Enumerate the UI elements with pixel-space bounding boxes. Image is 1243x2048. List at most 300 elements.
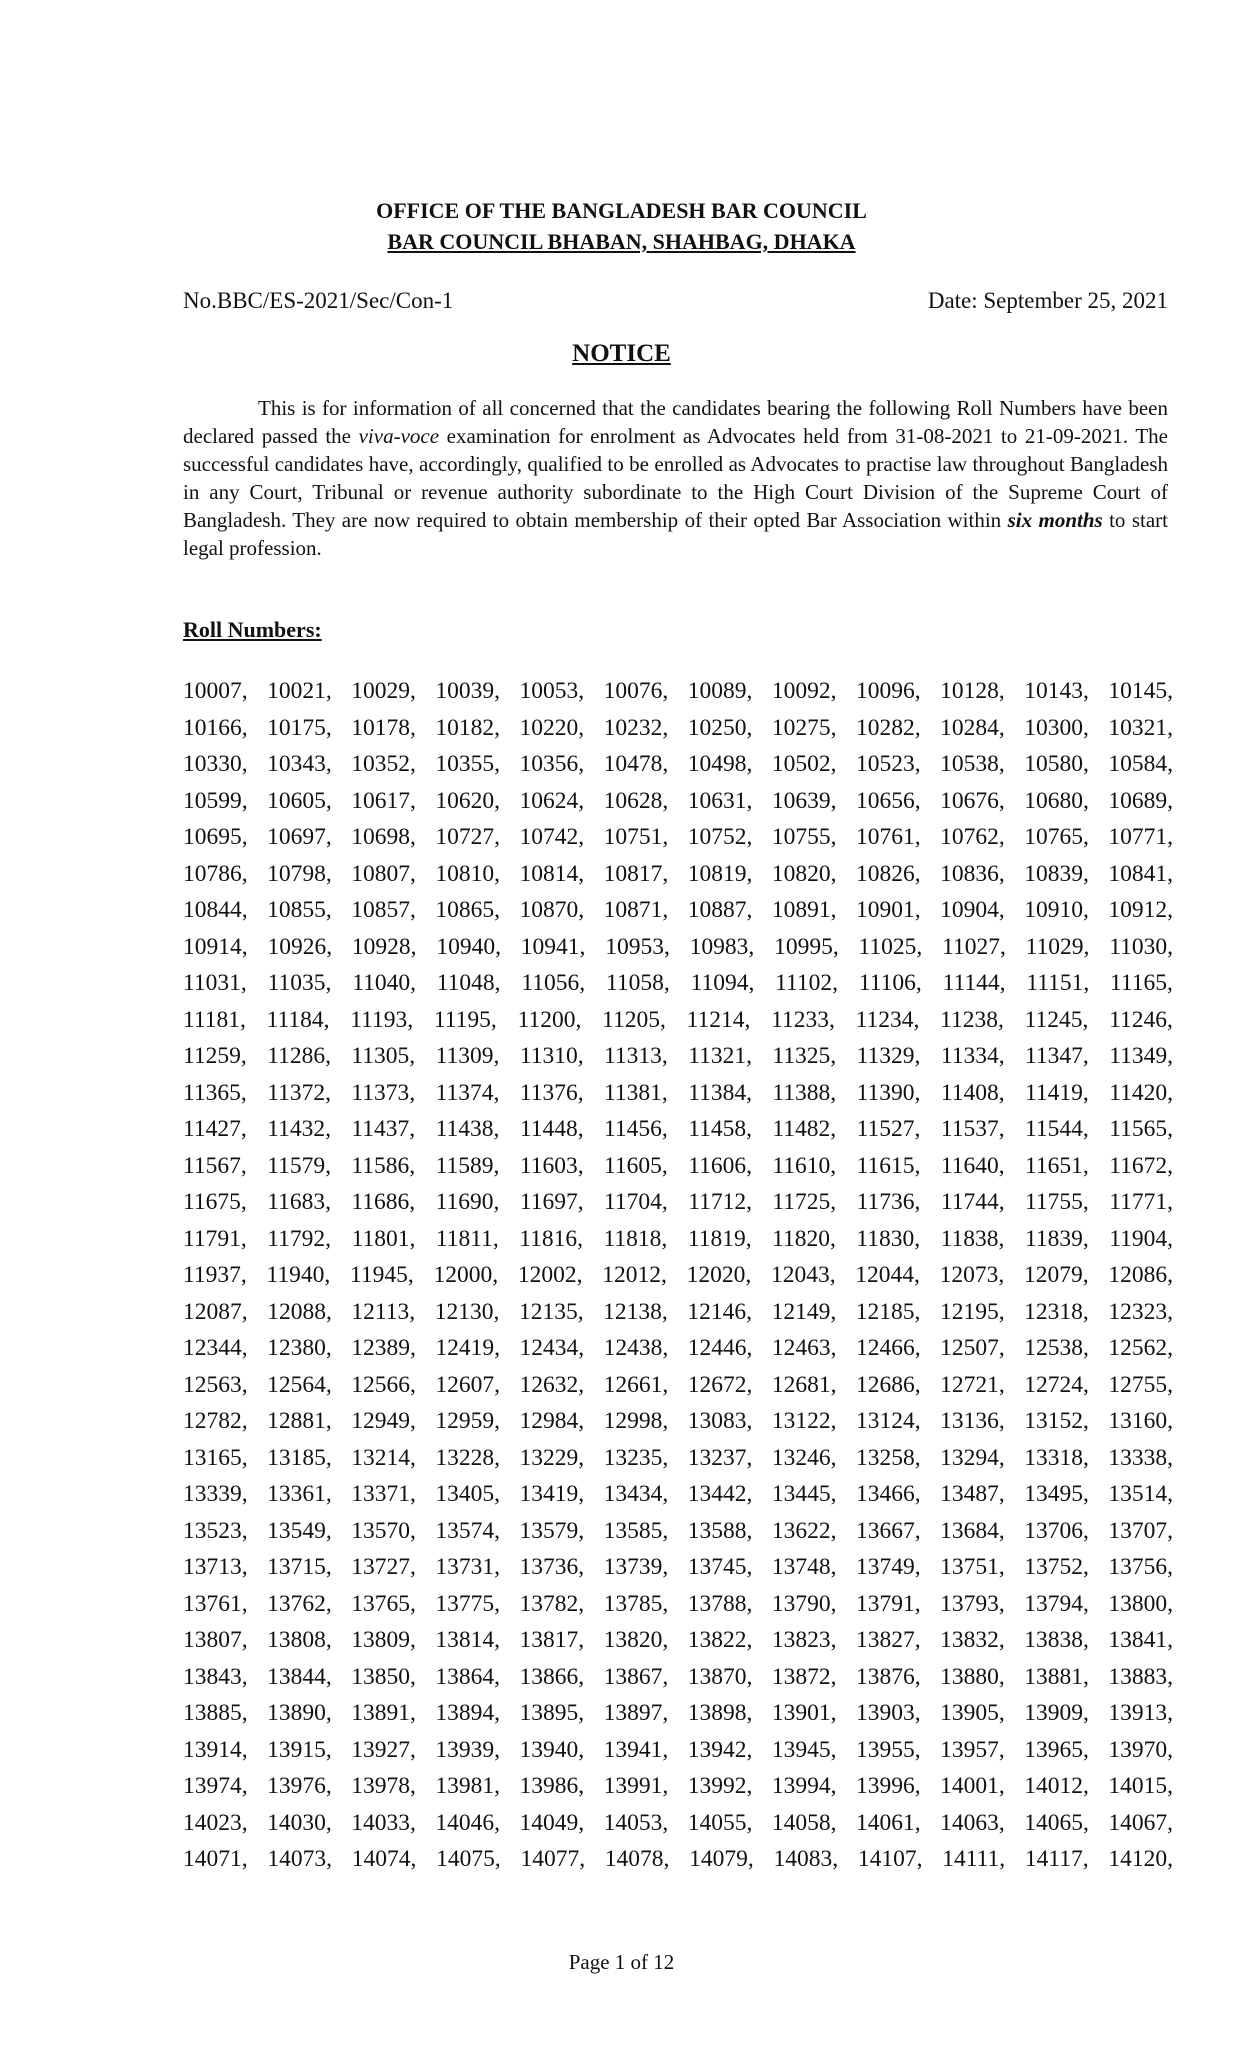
roll-number: 13419, [519, 1481, 585, 1507]
roll-number: 10605, [267, 787, 332, 814]
roll-number: 11372, [267, 1079, 331, 1106]
roll-number: 11181, [183, 1006, 246, 1033]
paragraph-emphasis-six-months: six months [1007, 508, 1103, 532]
roll-number: 11102, [775, 970, 839, 996]
roll-number-row [183, 1622, 1173, 1659]
roll-number: 13843, [183, 1663, 248, 1690]
roll-number: 11151, [1026, 970, 1090, 996]
roll-number: 10761, [856, 824, 921, 850]
roll-number: 13707, [1108, 1517, 1173, 1544]
roll-number: 11801, [351, 1225, 416, 1252]
roll-number: 10697, [267, 824, 332, 850]
roll-number: 10870, [519, 897, 585, 923]
roll-number: 10904, [940, 897, 1005, 923]
roll-number: 10914, [183, 933, 248, 960]
roll-number: 14049, [519, 1809, 585, 1836]
roll-number: 10498, [687, 751, 753, 777]
roll-number: 13715, [267, 1554, 332, 1580]
roll-number: 13838, [1024, 1627, 1089, 1653]
roll-number: 12113, [351, 1298, 416, 1325]
roll-number: 12984, [519, 1408, 585, 1434]
roll-number: 10912, [1108, 897, 1173, 923]
roll-number: 13915, [267, 1736, 332, 1763]
roll-number: 13736, [519, 1554, 585, 1580]
paragraph-text-1: This is for information of all concerned that the candidates bearing the following Roll Numbers have been declared passed the [183, 396, 1168, 448]
roll-number: 10502, [771, 751, 837, 777]
roll-number: 10282, [856, 714, 921, 741]
roll-number: 13885, [183, 1700, 248, 1726]
roll-number: 11567, [183, 1152, 247, 1179]
roll-number: 13866, [519, 1663, 585, 1690]
roll-number: 12607, [435, 1371, 500, 1398]
roll-number: 11200, [517, 1006, 582, 1033]
roll-number: 12438, [603, 1335, 669, 1361]
roll-number: 10865, [435, 897, 500, 923]
roll-number: 10817, [603, 860, 669, 887]
roll-number: 11527, [856, 1116, 921, 1142]
roll-number-row [183, 673, 1173, 710]
roll-number: 10617, [351, 787, 416, 814]
roll-number: 13756, [1108, 1554, 1173, 1580]
roll-number: 13338, [1108, 1444, 1173, 1471]
roll-number-row [183, 1513, 1173, 1550]
roll-number: 11458, [688, 1116, 752, 1142]
roll-number: 13124, [856, 1408, 921, 1434]
roll-number: 11675, [183, 1189, 247, 1215]
roll-number-row [183, 710, 1173, 747]
roll-number: 11376, [519, 1079, 584, 1106]
roll-number: 11325, [772, 1043, 837, 1069]
roll-number: 10182, [435, 714, 500, 741]
roll-number: 12661, [603, 1371, 669, 1398]
roll-number: 13867, [603, 1663, 669, 1690]
roll-number: 11811, [435, 1225, 499, 1252]
roll-number: 11605, [604, 1152, 668, 1179]
roll-number: 10742, [519, 824, 585, 850]
roll-number: 14030, [267, 1809, 332, 1836]
roll-number: 11106, [858, 970, 922, 996]
roll-number: 13817, [519, 1627, 585, 1653]
roll-number: 13775, [435, 1590, 500, 1617]
roll-number: 13122, [771, 1408, 837, 1434]
roll-number: 12681, [771, 1371, 837, 1398]
roll-number: 10250, [687, 714, 753, 741]
roll-number: 12185, [855, 1298, 921, 1325]
roll-number: 13442, [687, 1481, 753, 1507]
roll-number: 12724, [1024, 1371, 1089, 1398]
roll-number: 11349, [1109, 1043, 1173, 1069]
roll-number: 12949, [351, 1408, 416, 1434]
roll-number: 11165, [1110, 970, 1173, 996]
roll-number: 10786, [183, 860, 248, 887]
roll-number-row [183, 819, 1173, 856]
roll-number-row [183, 1549, 1173, 1586]
roll-number: 13872, [771, 1663, 837, 1690]
roll-number: 13876, [856, 1663, 921, 1690]
roll-number: 13808, [267, 1627, 332, 1653]
roll-number: 10953, [605, 933, 670, 960]
roll-number: 12782, [183, 1408, 248, 1434]
roll-number: 13955, [856, 1736, 921, 1763]
roll-number: 10007, [183, 678, 248, 704]
roll-number-row [183, 1440, 1173, 1477]
roll-number: 10698, [351, 824, 416, 850]
roll-number: 11238, [940, 1006, 1004, 1033]
roll-number: 13258, [856, 1444, 921, 1471]
roll-number: 14071, [183, 1846, 248, 1872]
office-address: BAR COUNCIL BHABAN, SHAHBAG, DHAKA [387, 229, 856, 254]
roll-number: 14061, [856, 1809, 921, 1836]
roll-number: 11904, [1109, 1225, 1173, 1252]
roll-number-row [183, 1038, 1173, 1075]
roll-number: 10755, [771, 824, 837, 850]
notice-paragraph [183, 394, 1168, 562]
roll-number: 13870, [687, 1663, 753, 1690]
roll-number: 11615, [856, 1152, 921, 1179]
roll-number: 10053, [519, 678, 585, 704]
roll-number: 11259, [183, 1043, 247, 1069]
roll-number-row [183, 783, 1173, 820]
roll-number: 11094, [690, 970, 755, 996]
roll-number: 10983, [689, 933, 755, 960]
roll-number: 13890, [267, 1700, 332, 1726]
roll-number: 14012, [1024, 1773, 1089, 1799]
roll-number: 11820, [772, 1225, 836, 1252]
roll-number: 10771, [1108, 824, 1173, 850]
roll-number: 11195, [433, 1006, 497, 1033]
roll-number: 10356, [519, 751, 585, 777]
roll-number: 10819, [687, 860, 753, 887]
roll-number: 10928, [351, 933, 417, 960]
roll-number: 13727, [351, 1554, 416, 1580]
roll-number: 13864, [435, 1663, 500, 1690]
roll-number: 10143, [1024, 678, 1089, 704]
roll-number: 11310, [519, 1043, 584, 1069]
roll-number: 10599, [183, 787, 248, 814]
roll-number: 13487, [940, 1481, 1005, 1507]
roll-number: 11686, [351, 1189, 416, 1215]
roll-number-row [183, 1184, 1173, 1221]
paragraph-text-3: to start legal profession. [183, 508, 1168, 560]
roll-number: 12538, [1024, 1335, 1089, 1361]
roll-number: 11603, [519, 1152, 584, 1179]
roll-number: 10145, [1108, 678, 1173, 704]
roll-number: 13974, [183, 1773, 248, 1799]
roll-number: 10810, [435, 860, 500, 887]
roll-number: 11437, [351, 1116, 416, 1142]
office-title: OFFICE OF THE BANGLADESH BAR COUNCIL [376, 198, 867, 223]
roll-number: 11233, [771, 1006, 835, 1033]
roll-number: 13574, [435, 1517, 500, 1544]
roll-number: 13897, [603, 1700, 669, 1726]
roll-number: 13405, [435, 1481, 500, 1507]
roll-number: 10178, [351, 714, 416, 741]
roll-number: 12380, [267, 1335, 332, 1361]
roll-number: 10232, [603, 714, 669, 741]
roll-number: 13790, [771, 1590, 837, 1617]
roll-number: 10128, [940, 678, 1005, 704]
roll-number: 13523, [183, 1517, 248, 1544]
roll-number: 14033, [351, 1809, 416, 1836]
roll-number: 14120, [1108, 1846, 1173, 1872]
roll-number: 12130, [434, 1298, 500, 1325]
roll-number: 12088, [267, 1298, 332, 1325]
roll-number: 13994, [771, 1773, 837, 1799]
roll-number: 11286, [267, 1043, 331, 1069]
roll-number: 12881, [267, 1408, 332, 1434]
roll-number: 12632, [519, 1371, 585, 1398]
roll-number: 11427, [183, 1116, 247, 1142]
roll-number: 14058, [771, 1809, 837, 1836]
roll-number: 10343, [267, 751, 332, 777]
roll-number: 11937, [183, 1262, 247, 1288]
roll-number-row [183, 1330, 1173, 1367]
roll-number: 10814, [519, 860, 585, 887]
roll-number-row [183, 856, 1173, 893]
roll-number: 11373, [351, 1079, 416, 1106]
roll-number-row [183, 1695, 1173, 1732]
roll-number: 12044, [855, 1262, 920, 1288]
roll-number: 11245, [1024, 1006, 1089, 1033]
roll-number: 13820, [603, 1627, 669, 1653]
roll-number-row [183, 1841, 1173, 1878]
roll-number: 10820, [771, 860, 837, 887]
roll-number: 13751, [940, 1554, 1005, 1580]
roll-number: 11610, [772, 1152, 837, 1179]
roll-number: 11945, [350, 1262, 414, 1288]
roll-number: 11027, [942, 933, 1006, 960]
roll-number: 12323, [1108, 1298, 1173, 1325]
roll-number: 11058, [605, 970, 670, 996]
roll-number: 13585, [603, 1517, 669, 1544]
roll-number: 13914, [183, 1736, 248, 1763]
roll-number: 11651, [1025, 1152, 1089, 1179]
roll-number: 11384, [688, 1079, 752, 1106]
roll-number: 10284, [940, 714, 1005, 741]
roll-number: 13970, [1108, 1736, 1173, 1763]
roll-number: 11586, [351, 1152, 416, 1179]
roll-number: 11048, [436, 970, 501, 996]
roll-number: 10891, [771, 897, 837, 923]
roll-number: 10901, [856, 897, 921, 923]
roll-number: 13136, [940, 1408, 1005, 1434]
roll-number: 10166, [183, 714, 248, 741]
roll-number: 10089, [687, 678, 753, 704]
roll-number: 10836, [940, 860, 1005, 887]
roll-number: 11374, [435, 1079, 500, 1106]
roll-number: 12138, [603, 1298, 668, 1325]
roll-number: 10021, [267, 678, 332, 704]
roll-number: 11456, [604, 1116, 668, 1142]
roll-number: 13083, [687, 1408, 753, 1434]
roll-number: 10656, [856, 787, 921, 814]
roll-number: 10887, [687, 897, 753, 923]
roll-number: 14065, [1024, 1809, 1089, 1836]
roll-number: 11537, [940, 1116, 1005, 1142]
roll-number: 13841, [1108, 1627, 1173, 1653]
roll-number: 12146, [687, 1298, 752, 1325]
roll-number-row [183, 1586, 1173, 1623]
roll-number: 14117, [1024, 1846, 1089, 1872]
roll-number: 12318, [1024, 1298, 1089, 1325]
roll-number: 12566, [351, 1371, 416, 1398]
roll-number: 10076, [603, 678, 669, 704]
roll-number: 10355, [435, 751, 500, 777]
roll-number: 11390, [856, 1079, 921, 1106]
roll-number: 13913, [1108, 1700, 1173, 1726]
roll-number: 10940, [436, 933, 501, 960]
roll-number: 11690, [435, 1189, 500, 1215]
roll-number: 12721, [940, 1371, 1005, 1398]
roll-number: 14063, [940, 1809, 1005, 1836]
roll-number: 12043, [770, 1262, 836, 1288]
roll-number: 12998, [603, 1408, 669, 1434]
roll-number: 11381, [604, 1079, 668, 1106]
roll-number: 10352, [351, 751, 416, 777]
roll-number-row [183, 1805, 1173, 1842]
roll-number: 13229, [519, 1444, 585, 1471]
roll-number-row [183, 1367, 1173, 1404]
roll-number: 11025, [858, 933, 923, 960]
roll-number: 13246, [771, 1444, 837, 1471]
roll-number: 13235, [603, 1444, 669, 1471]
roll-number: 13883, [1108, 1663, 1173, 1690]
roll-number: 11419, [1025, 1079, 1089, 1106]
roll-number: 11334, [940, 1043, 1005, 1069]
roll-number: 13981, [435, 1773, 500, 1799]
roll-number: 12149, [771, 1298, 837, 1325]
roll-number-row [183, 1768, 1173, 1805]
roll-number-row [183, 1403, 1173, 1440]
roll-number: 14075, [436, 1846, 501, 1872]
roll-number: 14073, [267, 1846, 332, 1872]
roll-number: 14067, [1108, 1809, 1173, 1836]
roll-number: 11830, [856, 1225, 921, 1252]
roll-number: 11305, [351, 1043, 416, 1069]
roll-number: 14015, [1108, 1773, 1173, 1799]
roll-number: 11388, [772, 1079, 837, 1106]
roll-number: 10689, [1108, 787, 1173, 814]
roll-number: 10092, [771, 678, 837, 704]
roll-number: 14074, [351, 1846, 417, 1872]
roll-number: 12463, [771, 1335, 837, 1361]
roll-number: 10995, [774, 933, 839, 960]
roll-number: 13880, [940, 1663, 1005, 1690]
roll-number: 12195, [939, 1298, 1005, 1325]
roll-number: 12012, [602, 1262, 667, 1288]
roll-number: 13794, [1024, 1590, 1089, 1617]
roll-number: 12073, [939, 1262, 1005, 1288]
roll-number: 11193, [350, 1006, 414, 1033]
roll-number: 13942, [687, 1736, 753, 1763]
roll-number: 12507, [940, 1335, 1005, 1361]
roll-number: 13788, [687, 1590, 753, 1617]
roll-number: 11420, [1109, 1079, 1173, 1106]
roll-number: 10841, [1108, 860, 1173, 887]
roll-number: 13160, [1108, 1408, 1173, 1434]
roll-number: 10523, [856, 751, 921, 777]
roll-number: 13782, [519, 1590, 585, 1617]
roll-number: 13713, [183, 1554, 248, 1580]
reference-number: No.BBC/ES-2021/Sec/Con-1 [183, 288, 454, 313]
roll-number: 11432, [267, 1116, 331, 1142]
roll-number: 11056, [521, 970, 586, 996]
roll-number: 11030, [1109, 933, 1173, 960]
roll-number: 13903, [856, 1700, 921, 1726]
roll-number: 13881, [1024, 1663, 1089, 1690]
roll-number: 12000, [433, 1262, 499, 1288]
roll-number-row [183, 1659, 1173, 1696]
roll-number: 13761, [183, 1590, 248, 1617]
roll-number: 10857, [351, 897, 416, 923]
roll-number: 13791, [856, 1590, 921, 1617]
roll-number: 10584, [1108, 751, 1173, 777]
roll-number: 11313, [604, 1043, 668, 1069]
roll-number: 11725, [772, 1189, 837, 1215]
roll-number: 13814, [435, 1627, 500, 1653]
roll-number: 12563, [183, 1371, 248, 1398]
roll-number: 13165, [183, 1444, 248, 1471]
roll-number-row [183, 1148, 1173, 1185]
roll-number: 11234, [855, 1006, 920, 1033]
roll-number: 11448, [519, 1116, 584, 1142]
roll-number: 10762, [940, 824, 1005, 850]
roll-number: 10220, [519, 714, 585, 741]
roll-number: 12135, [518, 1298, 584, 1325]
roll-number: 13945, [771, 1736, 837, 1763]
roll-number: 13495, [1024, 1481, 1089, 1507]
roll-number: 12564, [267, 1371, 332, 1398]
roll-number: 12020, [686, 1262, 752, 1288]
roll-number: 13909, [1024, 1700, 1089, 1726]
roll-number: 12419, [435, 1335, 500, 1361]
roll-number: 13844, [267, 1663, 332, 1690]
roll-number: 11816, [519, 1225, 584, 1252]
roll-number: 13823, [771, 1627, 837, 1653]
roll-number: 13294, [940, 1444, 1005, 1471]
roll-number: 13748, [771, 1554, 837, 1580]
roll-number: 13228, [435, 1444, 500, 1471]
roll-number: 10910, [1024, 897, 1089, 923]
roll-number: 13927, [351, 1736, 416, 1763]
roll-number: 13898, [687, 1700, 753, 1726]
roll-number: 11408, [940, 1079, 1005, 1106]
roll-number: 13745, [687, 1554, 753, 1580]
roll-number: 10871, [603, 897, 669, 923]
roll-number: 10029, [351, 678, 416, 704]
roll-number-row [183, 1111, 1173, 1148]
roll-number: 13895, [519, 1700, 585, 1726]
roll-number: 13152, [1024, 1408, 1089, 1434]
roll-number: 11606, [688, 1152, 752, 1179]
roll-number-row [183, 1294, 1173, 1331]
roll-number: 13827, [856, 1627, 921, 1653]
roll-number: 13939, [435, 1736, 500, 1763]
roll-number: 10926, [267, 933, 333, 960]
roll-number-row [183, 1221, 1173, 1258]
roll-number: 11839, [1024, 1225, 1089, 1252]
roll-number: 13957, [940, 1736, 1005, 1763]
roll-number: 12389, [351, 1335, 416, 1361]
roll-number-row [183, 1257, 1173, 1294]
roll-number: 10807, [351, 860, 416, 887]
roll-number: 10631, [687, 787, 753, 814]
roll-number: 14111, [942, 1846, 1006, 1872]
roll-number: 13237, [687, 1444, 753, 1471]
roll-number: 11672, [1109, 1152, 1173, 1179]
roll-number: 11205, [602, 1006, 666, 1033]
roll-number: 13785, [603, 1590, 669, 1617]
